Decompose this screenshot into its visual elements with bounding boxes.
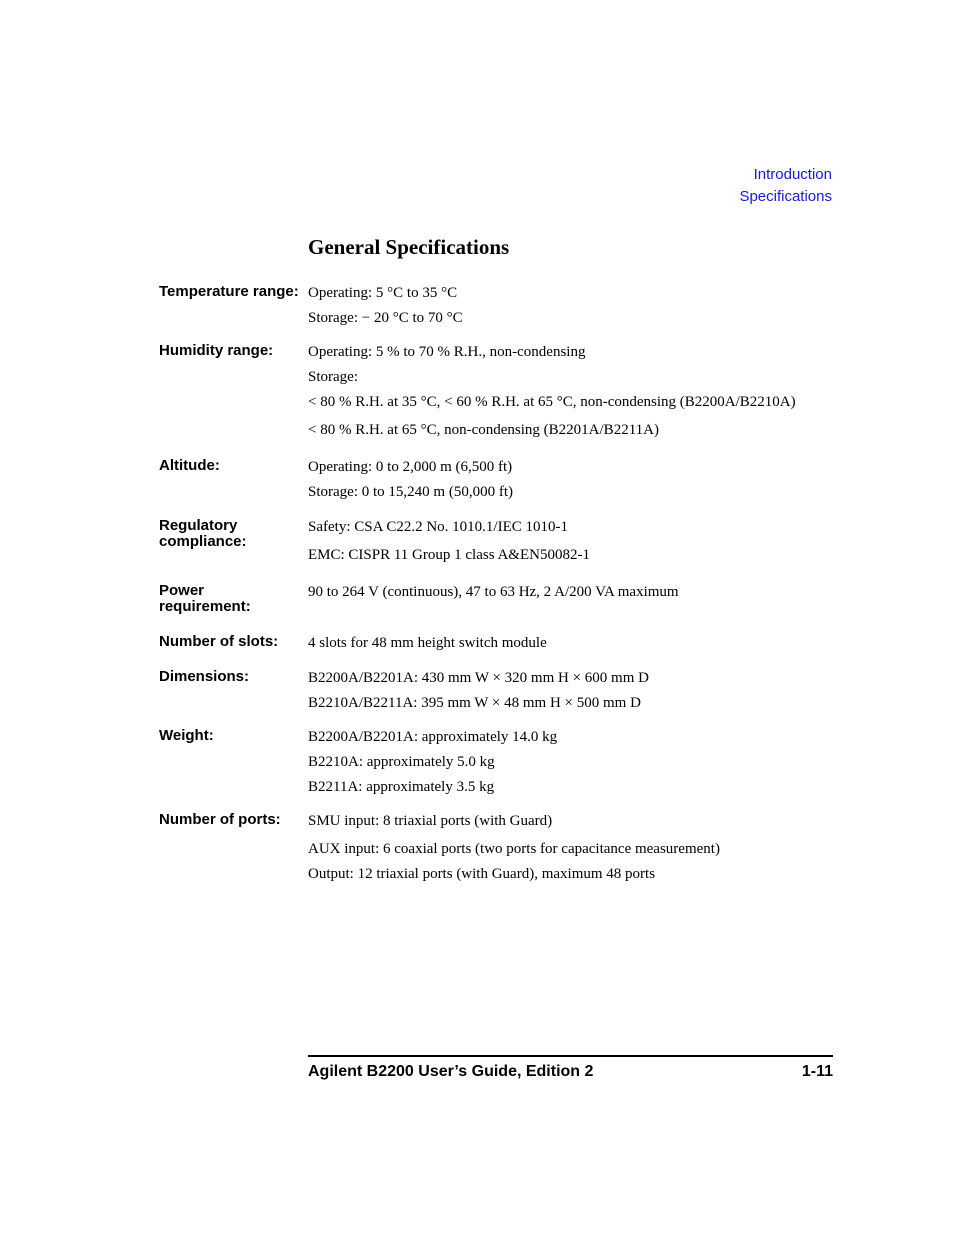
spec-value: B2200A/B2201A: 430 mm W × 320 mm H × 600 mm D	[308, 670, 649, 686]
spec-value: B2210A/B2211A: 395 mm W × 48 mm H × 500 mm D	[308, 695, 641, 711]
spec-label: Regulatory compliance:	[159, 517, 247, 550]
spec-value: B2211A: approximately 3.5 kg	[308, 779, 495, 795]
spec-label: Altitude:	[159, 457, 220, 474]
spec-label: Number of ports:	[159, 811, 281, 828]
spec-value: Safety: CSA C22.2 No. 1010.1/IEC 1010-1	[308, 519, 569, 535]
running-header	[739, 164, 832, 208]
spec-value: AUX input: 6 coaxial ports (two ports for capacitance measurement)	[308, 841, 720, 857]
spec-value: 90 to 264 V (continuous), 47 to 63 Hz, 2 A/200 VA maximum	[308, 584, 679, 600]
footer-guide-title: Agilent B2200 User’s Guide, Edition 2	[308, 1063, 594, 1080]
spec-value: Output: 12 triaxial ports (with Guard), maximum 48 ports	[308, 866, 656, 882]
spec-label: Humidity range:	[159, 342, 274, 359]
spec-value: B2200A/B2201A: approximately 14.0 kg	[308, 729, 558, 745]
spec-value: 4 slots for 48 mm height switch module	[308, 635, 547, 651]
footer-divider	[308, 1055, 833, 1057]
spec-label: Number of slots:	[159, 633, 279, 650]
spec-value: < 80 % R.H. at 65 °C, non-condensing (B2201A/B2211A)	[308, 422, 659, 438]
spec-value: Operating: 5 % to 70 % R.H., non-condensing	[308, 344, 586, 360]
spec-label: Temperature range:	[159, 283, 299, 300]
spec-label: Dimensions:	[159, 668, 250, 685]
footer-page-number: 1-11	[801, 1063, 833, 1080]
spec-value: SMU input: 8 triaxial ports (with Guard)	[308, 813, 553, 829]
spec-value: Storage:	[308, 369, 358, 385]
spec-value: Operating: 0 to 2,000 m (6,500 ft)	[308, 459, 513, 475]
spec-value: B2210A: approximately 5.0 kg	[308, 754, 495, 770]
spec-value: Operating: 5 °C to 35 °C	[308, 285, 458, 301]
specifications-link[interactable]: Specifications	[739, 188, 832, 205]
spec-value: EMC: CISPR 11 Group 1 class A&EN50082-1	[308, 547, 590, 563]
spec-value: < 80 % R.H. at 35 °C, < 60 % R.H. at 65 °C, non-condensing (B2200A/B2210A)	[308, 394, 796, 410]
spec-label: Power requirement:	[159, 582, 251, 615]
section-title: General Specifications	[308, 235, 510, 259]
spec-label: Weight:	[159, 727, 214, 744]
spec-value: Storage: 0 to 15,240 m (50,000 ft)	[308, 484, 513, 500]
spec-value: Storage: − 20 °C to 70 °C	[308, 310, 463, 326]
introduction-link[interactable]: Introduction	[753, 166, 832, 183]
